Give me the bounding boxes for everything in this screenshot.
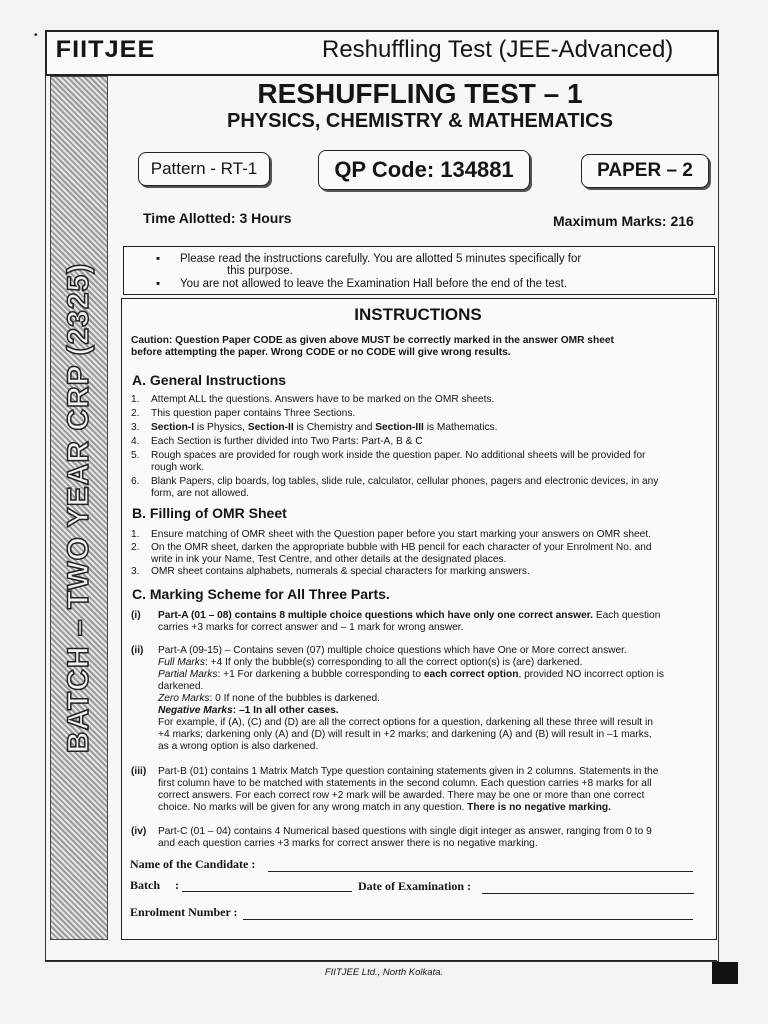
paper-badge: PAPER – 2 — [581, 154, 709, 188]
batch-side-strip — [50, 76, 108, 940]
footer-rule — [45, 960, 717, 961]
test-name: Reshuffling Test (JEE-Advanced) — [322, 36, 674, 63]
date-of-examination-label: Date of Examination : — [358, 879, 471, 893]
qp-code-badge: QP Code: 134881 — [318, 150, 530, 190]
enrolment-number-label: Enrolment Number : — [130, 905, 238, 919]
batch-label: BATCH – TWO YEAR CRP (2325) — [62, 262, 95, 754]
notice-item — [156, 253, 582, 265]
caution-line: before attempting the paper. Wrong CODE or no CODE will give wrong results. — [131, 347, 511, 358]
batch-label: Batch — [130, 878, 160, 892]
bullet-icon: ▪ — [156, 278, 161, 290]
candidate-name-label: Name of the Candidate : — [130, 857, 256, 871]
notice-text: Please read the instructions carefully. You are allotted 5 minutes specifically for — [180, 253, 582, 265]
notice-text-continued: this purpose. — [227, 265, 293, 277]
pattern-badge: Pattern - RT-1 — [138, 152, 270, 186]
notice-box — [123, 246, 715, 295]
batch-field[interactable] — [182, 891, 352, 892]
section-b-heading: B. Filling of OMR Sheet — [132, 505, 287, 521]
footer-text: FIITJEE Ltd., North Kolkata. — [324, 967, 444, 978]
subjects-title: PHYSICS, CHEMISTRY & MATHEMATICS — [227, 110, 613, 132]
caution-label: Caution: — [131, 335, 173, 346]
notice-item — [156, 278, 567, 290]
section-c-heading: C. Marking Scheme for All Three Parts. — [132, 586, 390, 602]
notice-text: You are not allowed to leave the Examination Hall before the end of the test. — [180, 278, 567, 290]
batch-colon: : — [175, 878, 179, 892]
maximum-marks: Maximum Marks: 216 — [553, 213, 694, 229]
time-allotted: Time Allotted: 3 Hours — [143, 210, 292, 226]
fiitjee-logo: FIITJEE — [55, 36, 156, 63]
date-of-examination-field[interactable] — [482, 893, 694, 894]
corner-mark: • — [34, 30, 38, 41]
instructions-title: INSTRUCTIONS — [354, 305, 482, 324]
enrolment-number-field[interactable] — [243, 919, 693, 920]
section-a-heading: A. General Instructions — [132, 372, 287, 388]
footer-block — [712, 962, 738, 984]
main-title: RESHUFFLING TEST – 1 — [257, 78, 583, 109]
caution-line: Question Paper CODE as given above MUST be correctly marked in the answer OMR sheet — [175, 335, 614, 346]
caution-text — [131, 335, 711, 347]
bullet-icon: ▪ — [156, 253, 161, 265]
candidate-name-field[interactable] — [268, 871, 693, 872]
